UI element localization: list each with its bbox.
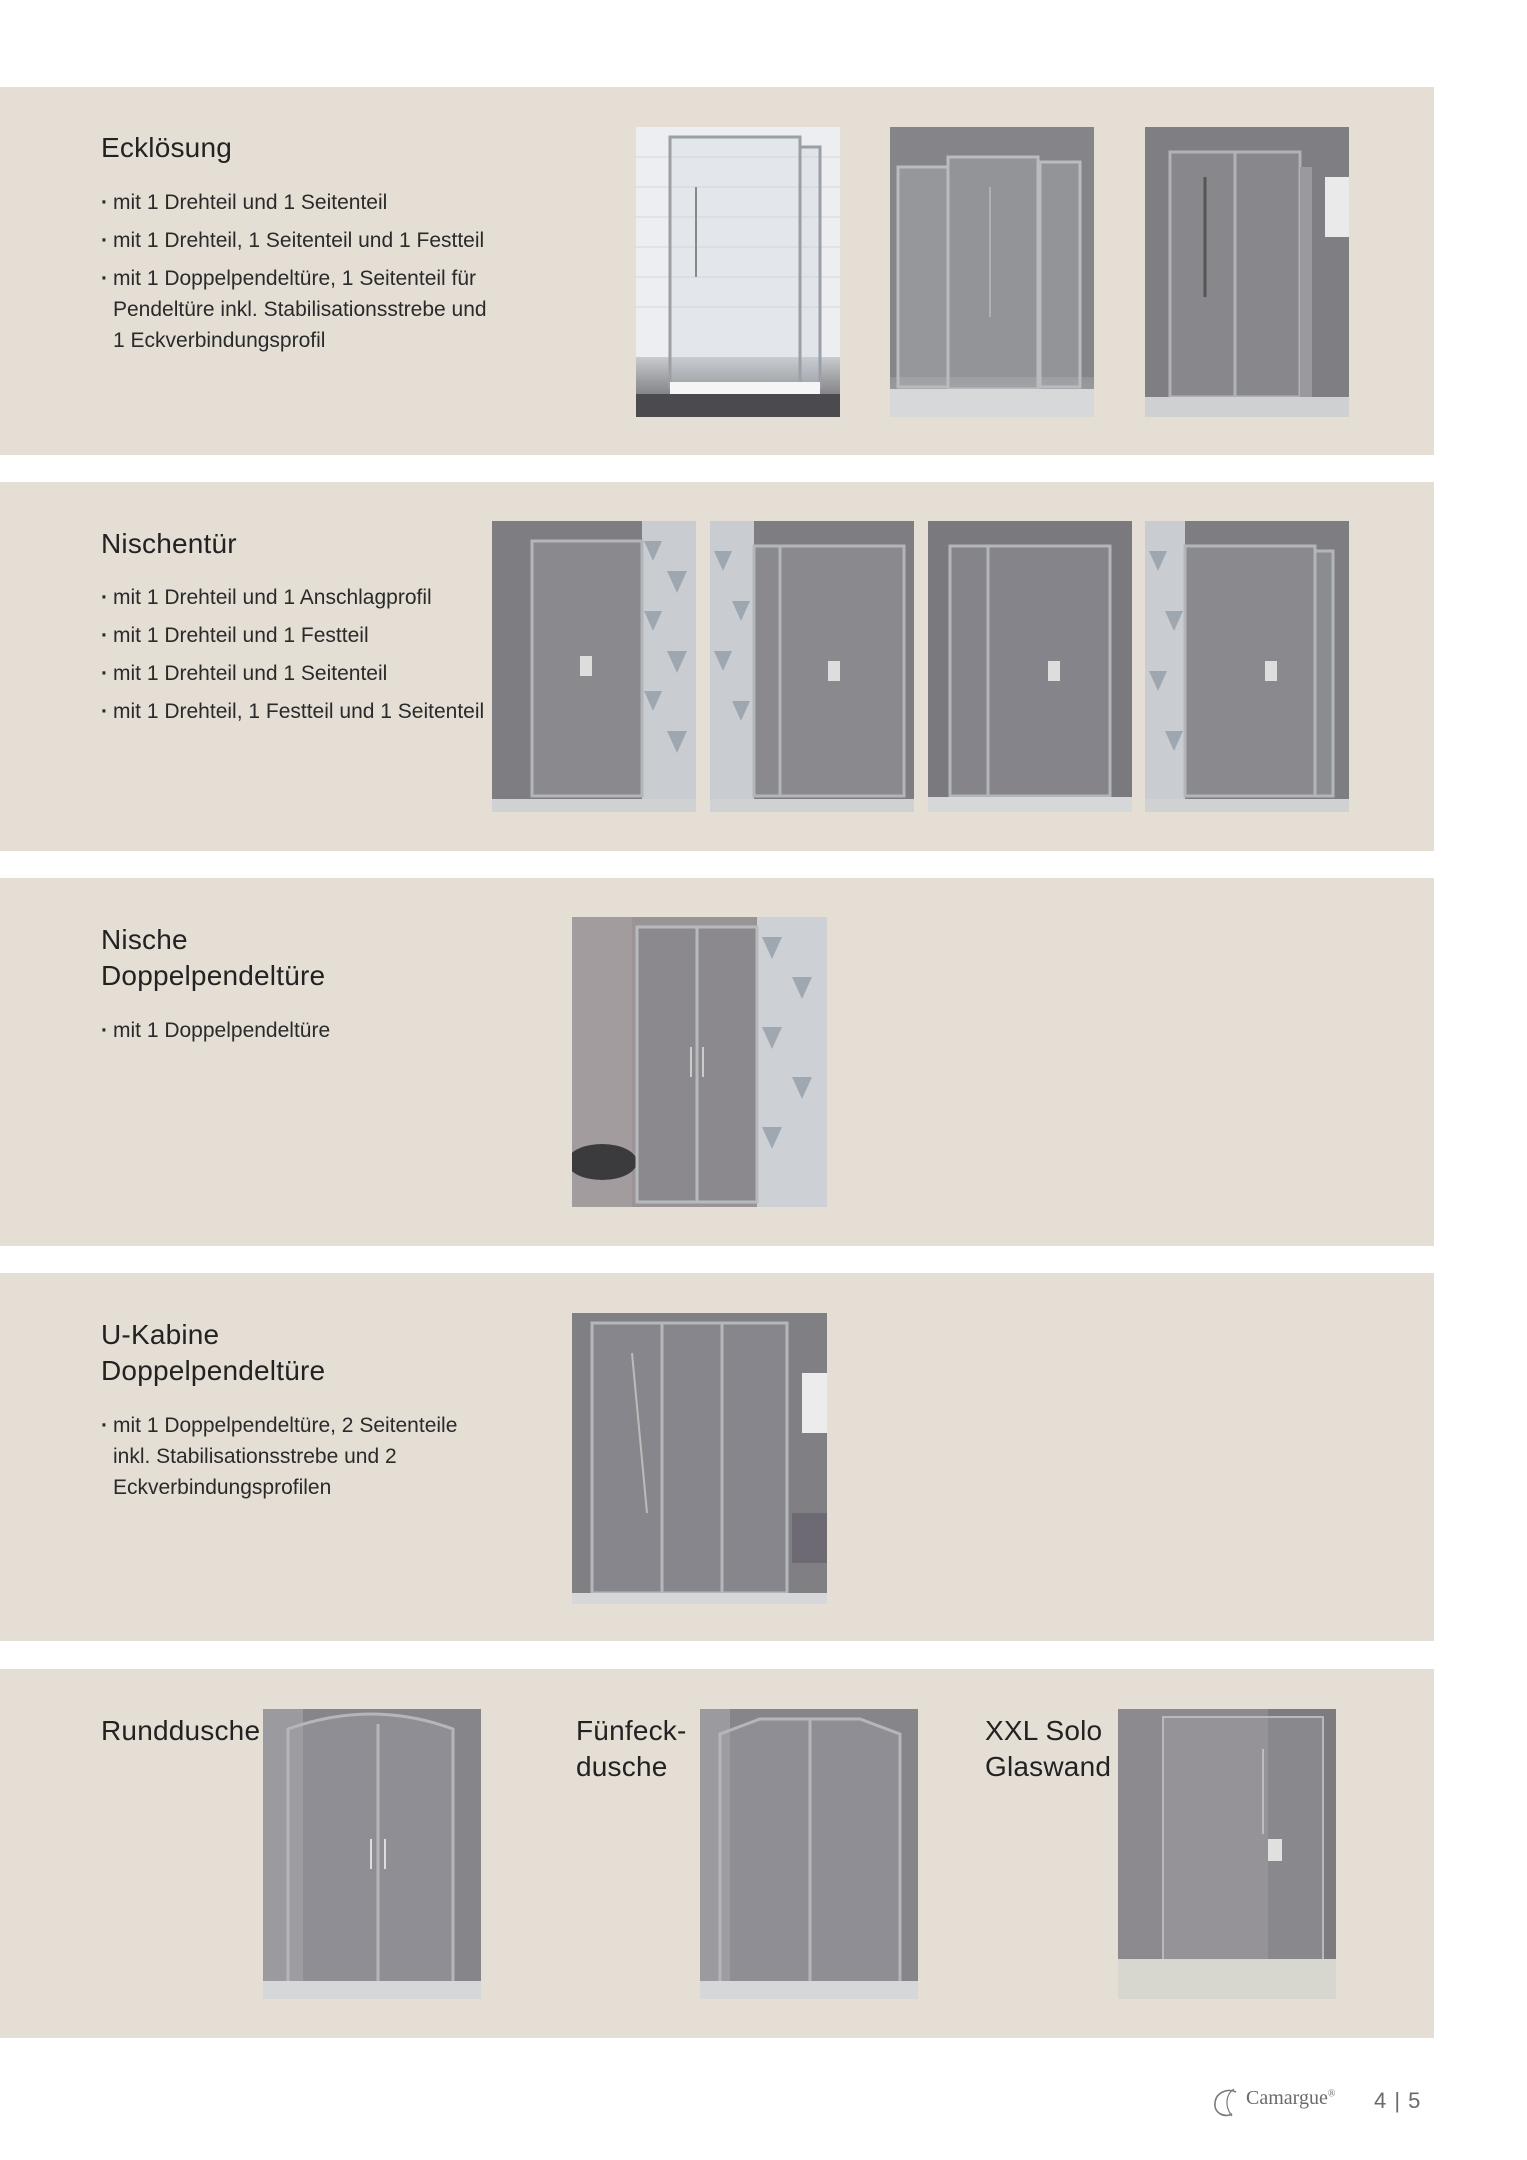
- section-title: Rundduschе: [101, 1715, 261, 1746]
- bullet-list: [101, 1015, 501, 1053]
- brand-name: [1246, 2087, 1335, 2110]
- section-title: Ecklösung: [101, 132, 232, 163]
- product-photo: [890, 127, 1094, 417]
- section-title: [576, 1713, 687, 1785]
- list-item: · mit 1 Drehteil, 1 Seitenteil und 1 Festteil: [101, 225, 491, 256]
- product-photo: [1145, 127, 1349, 417]
- product-photo: [636, 127, 840, 417]
- product-photo: [928, 521, 1132, 812]
- list-item: · mit 1 Drehteil und 1 Anschlagprofil: [101, 582, 501, 613]
- bullet-list: [101, 582, 501, 734]
- section-title-line: XXL Solo: [985, 1715, 1103, 1746]
- list-item: · mit 1 Drehteil und 1 Seitenteil: [101, 187, 491, 218]
- section-title-line: Glaswand: [985, 1751, 1112, 1782]
- list-item: · mit 1 Drehteil und 1 Festteil: [101, 620, 501, 651]
- section-title-line: dusche: [576, 1751, 668, 1782]
- product-photo: [572, 917, 827, 1207]
- section-title-line: Nische: [101, 924, 188, 955]
- section-title-line: Fünfeck-: [576, 1715, 687, 1746]
- list-item: · mit 1 Doppelpendeltüre: [101, 1015, 501, 1046]
- section-title-line: Doppelpendeltüre: [101, 960, 326, 991]
- product-photo: [700, 1709, 918, 1999]
- product-photo: [492, 521, 696, 812]
- registered-mark: ®: [1327, 2088, 1336, 2100]
- list-item: · mit 1 Doppelpendeltüre, 2 Seitenteile inkl. Stabilisationsstrebe und 2 Eckverbindungsprofilen: [101, 1410, 491, 1503]
- bullet-list: [101, 187, 491, 363]
- section-title: [985, 1713, 1111, 1785]
- product-photo: [1118, 1709, 1336, 1999]
- bullet-list: [101, 1410, 491, 1510]
- product-photo: [1145, 521, 1349, 812]
- camargue-logo-icon: [1210, 2086, 1244, 2120]
- product-photo: [710, 521, 914, 812]
- section-title-line: Doppelpendeltüre: [101, 1355, 326, 1386]
- section-title: [101, 1317, 325, 1389]
- list-item: · mit 1 Doppelpendeltüre, 1 Seitenteil für Pendeltüre inkl. Stabilisationsstrebe und 1 Eckverbindungsprofil: [101, 263, 491, 356]
- section-title: [101, 922, 325, 994]
- page-numbers: 4 | 5: [1374, 2088, 1422, 2113]
- section-title: Nischentür: [101, 528, 237, 559]
- list-item: · mit 1 Drehteil, 1 Festteil und 1 Seitenteil: [101, 696, 501, 727]
- product-photo: [572, 1313, 827, 1604]
- product-photo: [263, 1709, 481, 1999]
- section-title-line: U-Kabine: [101, 1319, 220, 1350]
- brand-text: Camargue: [1246, 2087, 1328, 2109]
- list-item: · mit 1 Drehteil und 1 Seitenteil: [101, 658, 501, 689]
